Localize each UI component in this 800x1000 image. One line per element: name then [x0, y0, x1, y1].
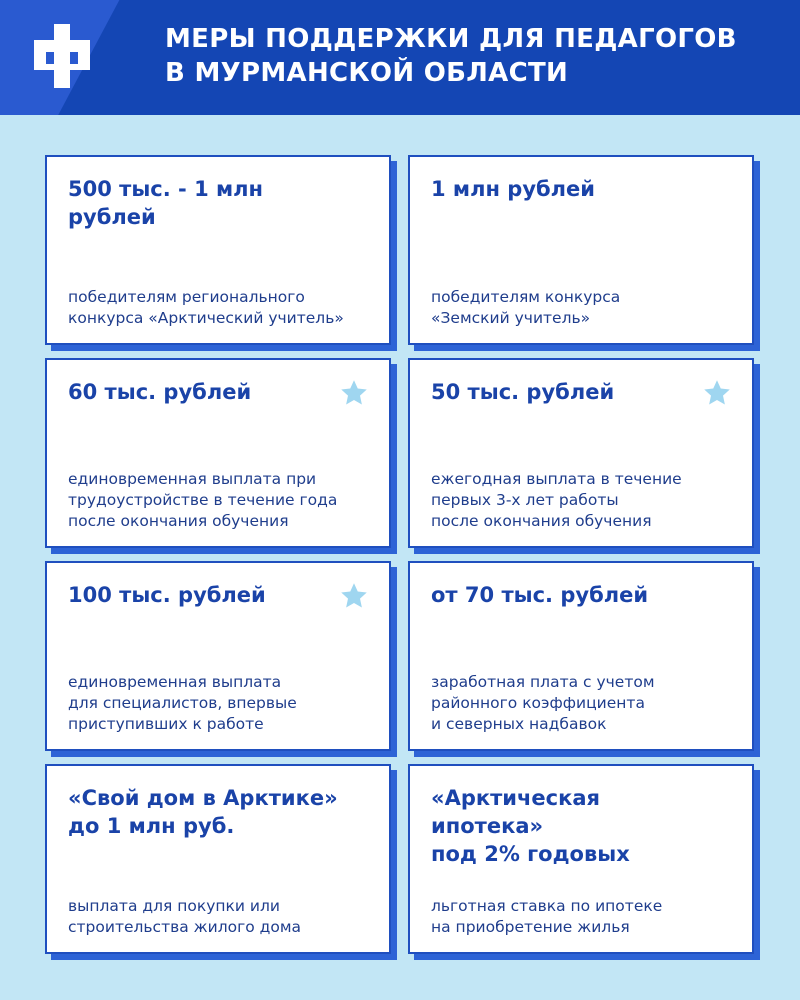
star-icon [339, 378, 369, 408]
card-description-line: льготная ставка по ипотеке [431, 897, 663, 915]
card-description [431, 896, 740, 938]
card-description-line: победителям конкурса [431, 288, 621, 306]
card-description-line: для специалистов, впервые [68, 694, 297, 712]
card-description [68, 287, 377, 329]
card-amount [68, 175, 339, 231]
star-icon [702, 378, 732, 408]
card-description-line: выплата для покупки или [68, 897, 280, 915]
card-amount-line: 100 тыс. рублей [68, 583, 266, 607]
card-amount-line: «Арктическая ипотека» [431, 786, 601, 838]
card-amount-line: под 2% годовых [431, 842, 630, 866]
card-description-line: заработная плата с учетом [431, 673, 655, 691]
support-card-1 [45, 155, 391, 345]
card-description [431, 469, 740, 532]
card-description-line: приступивших к работе [68, 715, 264, 733]
support-card-7 [45, 764, 391, 954]
star-icon [339, 581, 369, 611]
card-amount [68, 581, 339, 609]
card-description [68, 469, 377, 532]
card-amount [431, 378, 702, 406]
card-description-line: конкурса «Арктический учитель» [68, 309, 344, 327]
support-card-2 [408, 155, 754, 345]
card-description-line: единовременная выплата [68, 673, 282, 691]
card-amount-line: «Свой дом в Арктике» [68, 786, 338, 810]
card-amount-line: 500 тыс. - 1 млн рублей [68, 177, 264, 229]
card-description [431, 672, 740, 735]
card-amount-line: 1 млн рублей [431, 177, 596, 201]
support-card-8 [408, 764, 754, 954]
card-amount [431, 175, 702, 203]
card-amount [431, 784, 702, 868]
card-description-line: «Земский учитель» [431, 309, 591, 327]
support-card-4 [408, 358, 754, 548]
card-description [431, 287, 740, 329]
title-line-1: МЕРЫ ПОДДЕРЖКИ ДЛЯ ПЕДАГОГОВ [165, 24, 737, 54]
title-line-2: В МУРМАНСКОЙ ОБЛАСТИ [165, 58, 569, 88]
card-description-line: районного коэффициента [431, 694, 645, 712]
card-description-line: после окончания обучения [68, 512, 289, 530]
card-amount [68, 378, 339, 406]
support-card-3 [45, 358, 391, 548]
card-description-line: первых 3-х лет работы [431, 491, 619, 509]
card-amount-line: от 70 тыс. рублей [431, 583, 649, 607]
card-description-line: трудоустройстве в течение года [68, 491, 338, 509]
card-amount-line: 60 тыс. рублей [68, 380, 252, 404]
card-description-line: победителям регионального [68, 288, 305, 306]
card-description-line: и северных надбавок [431, 715, 607, 733]
card-amount [68, 784, 339, 840]
card-description [68, 896, 377, 938]
ф-logo-icon [14, 8, 110, 104]
card-amount-line: до 1 млн руб. [68, 814, 235, 838]
support-card-6 [408, 561, 754, 751]
header-banner [0, 0, 800, 115]
card-description [68, 672, 377, 735]
support-card-5 [45, 561, 391, 751]
card-description-line: на приобретение жилья [431, 918, 630, 936]
card-description-line: строительства жилого дома [68, 918, 302, 936]
card-description-line: ежегодная выплата в течение [431, 470, 682, 488]
card-description-line: единовременная выплата при [68, 470, 317, 488]
card-amount [431, 581, 702, 609]
card-amount-line: 50 тыс. рублей [431, 380, 615, 404]
card-description-line: после окончания обучения [431, 512, 652, 530]
page-title [165, 22, 737, 90]
